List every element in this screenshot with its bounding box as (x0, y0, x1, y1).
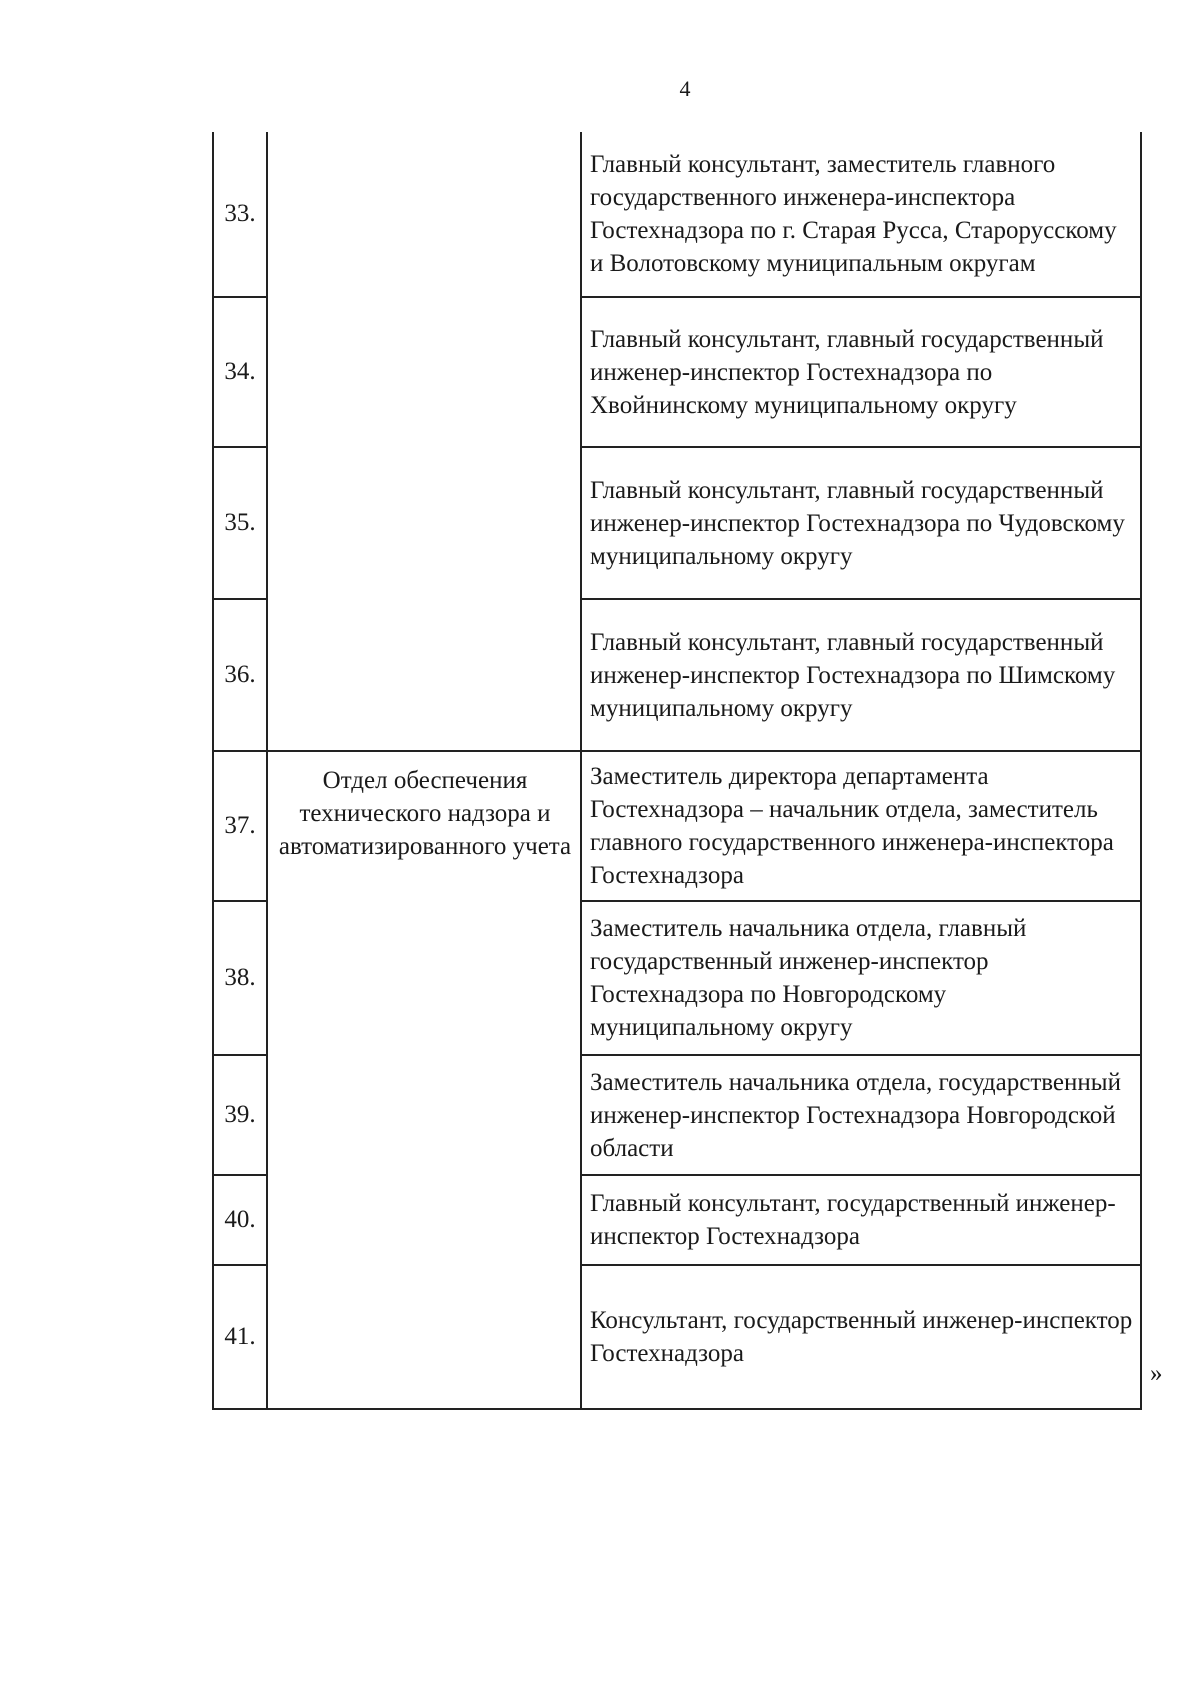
column-divider-num (266, 132, 268, 1410)
closing-quote: » (1150, 1360, 1163, 1387)
column-divider-dept (580, 132, 582, 1410)
table-row-position: Главный консультант, главный государственный инженер-инспектор Гостехнадзора по Шимскому муниципальному округу (590, 628, 1116, 722)
page-number: 4 (679, 76, 691, 101)
table-row-number: 38. (224, 964, 256, 991)
positions-table (212, 132, 1140, 1410)
table-row-number: 36. (224, 661, 256, 688)
table-row-position: Главный консультант, главный государственный инженер-инспектор Гостехнадзора по Чудовскому муниципальному округу (590, 476, 1125, 570)
table-row-number: 34. (224, 358, 256, 385)
table-row-number: 39. (224, 1101, 256, 1128)
table-row-number: 40. (224, 1206, 256, 1233)
table-border-right (1140, 132, 1142, 1410)
table-row-position: Главный консультант, государственный инженер-инспектор Гостехнадзора (590, 1190, 1116, 1250)
table-row-position: Заместитель начальника отдела, государственный инженер-инспектор Гостехнадзора Новгородской области (590, 1068, 1121, 1162)
table-row-position: Заместитель директора департамента Гостехнадзора – начальник отдела, заместитель главного государственного инженера-инспектора Гостехнадзора (590, 763, 1114, 889)
table-row-position: Главный консультант, главный государственный инженер-инспектор Гостехнадзора по Хвойнинскому муниципальному округу (590, 325, 1104, 419)
table-row-position: Главный консультант, заместитель главного государственного инженера-инспектора Гостехнадзора по г. Старая Русса, Старорусскому и Волотовскому муниципальным округам (590, 151, 1117, 277)
table-row-number: 37. (224, 812, 256, 839)
table-row-number: 35. (224, 509, 256, 536)
department-name: Отдел обеспечения технического надзора и автоматизированного учета (278, 767, 572, 860)
table-row-position: Консультант, государственный инженер-инспектор Гостехнадзора (590, 1307, 1133, 1367)
table-row-position: Заместитель начальника отдела, главный государственный инженер-инспектор Гостехнадзора по Новгородскому муниципальному округу (590, 915, 1027, 1041)
row-separator (266, 750, 582, 752)
table-border-bottom (212, 1408, 1142, 1410)
table-row-number: 33. (224, 200, 256, 227)
table-row-number: 41. (224, 1323, 256, 1350)
